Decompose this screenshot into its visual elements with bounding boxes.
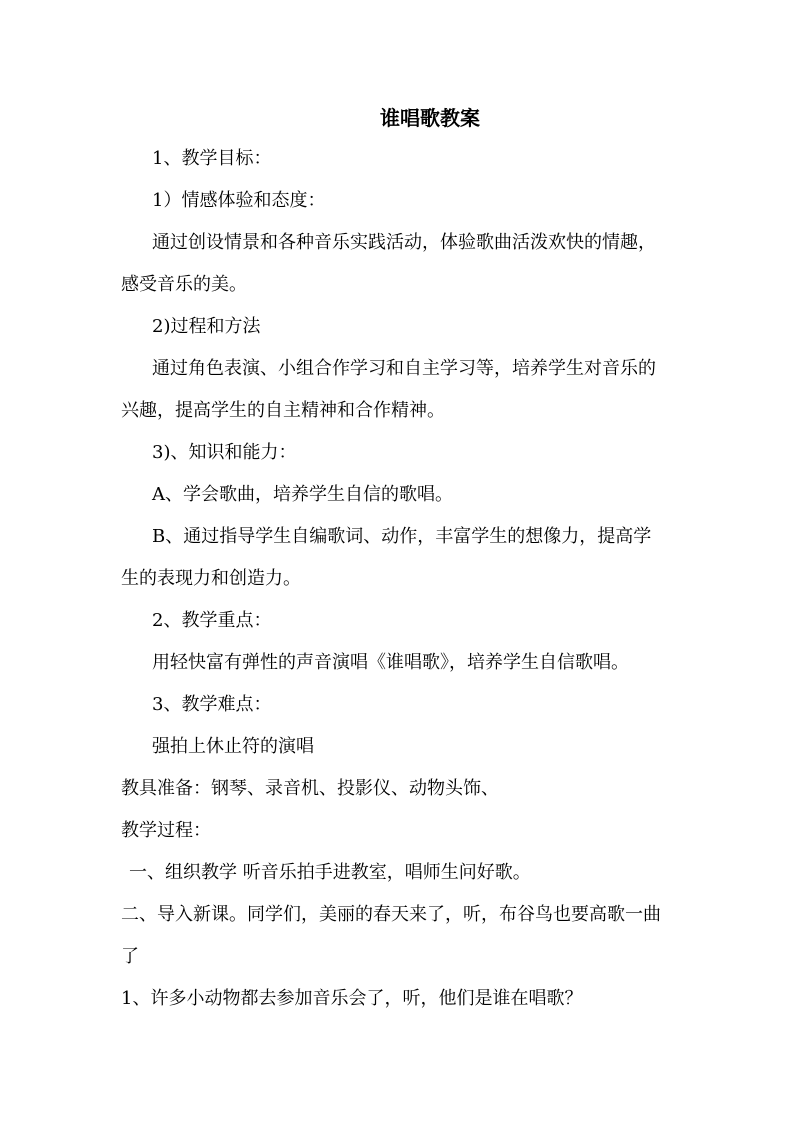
text-line: 通过角色表演、小组合作学习和自主学习等，培养学生对音乐的 (152, 358, 656, 379)
text-line: 生的表现力和创造力。 (121, 568, 301, 589)
text-line: 兴趣，提高学生的自主精神和合作精神。 (121, 400, 445, 421)
text-line: 3、教学难点： (152, 694, 272, 715)
text-line: 教具准备：钢琴、录音机、投影仪、动物头饰、 (121, 778, 499, 799)
text-line: 2)过程和方法 (152, 316, 261, 337)
text-line: 用轻快富有弹性的声音演唱《谁唱歌》，培养学生自信歌唱。 (152, 652, 629, 673)
text-line: A、学会歌曲，培养学生自信的歌唱。 (152, 484, 453, 505)
text-line: B、通过指导学生自编歌词、动作，丰富学生的想像力，提高学 (152, 526, 652, 547)
text-line: 一、组织教学 听音乐拍手进教室，唱师生问好歌。 (129, 862, 531, 883)
text-line: 2、教学重点： (152, 610, 272, 631)
text-line: 了 (121, 946, 139, 967)
text-line: 通过创设情景和各种音乐实践活动，体验歌曲活泼欢快的情趣， (152, 232, 656, 253)
text-line: 二、导入新课。同学们，美丽的春天来了，听，布谷鸟也要高歌一曲 (121, 904, 661, 925)
text-line: 1、教学目标： (152, 148, 272, 169)
text-line: 3)、知识和能力： (152, 442, 297, 463)
text-line: 1、许多小动物都去参加音乐会了，听，他们是谁在唱歌？ (121, 988, 583, 1009)
text-line: 感受音乐的美。 (121, 274, 247, 295)
document-title: 谁唱歌教案 (380, 106, 480, 130)
text-line: 1）情感体验和态度： (152, 190, 326, 211)
text-line: 强拍上休止符的演唱 (152, 736, 314, 757)
text-line: 教学过程： (121, 820, 211, 841)
